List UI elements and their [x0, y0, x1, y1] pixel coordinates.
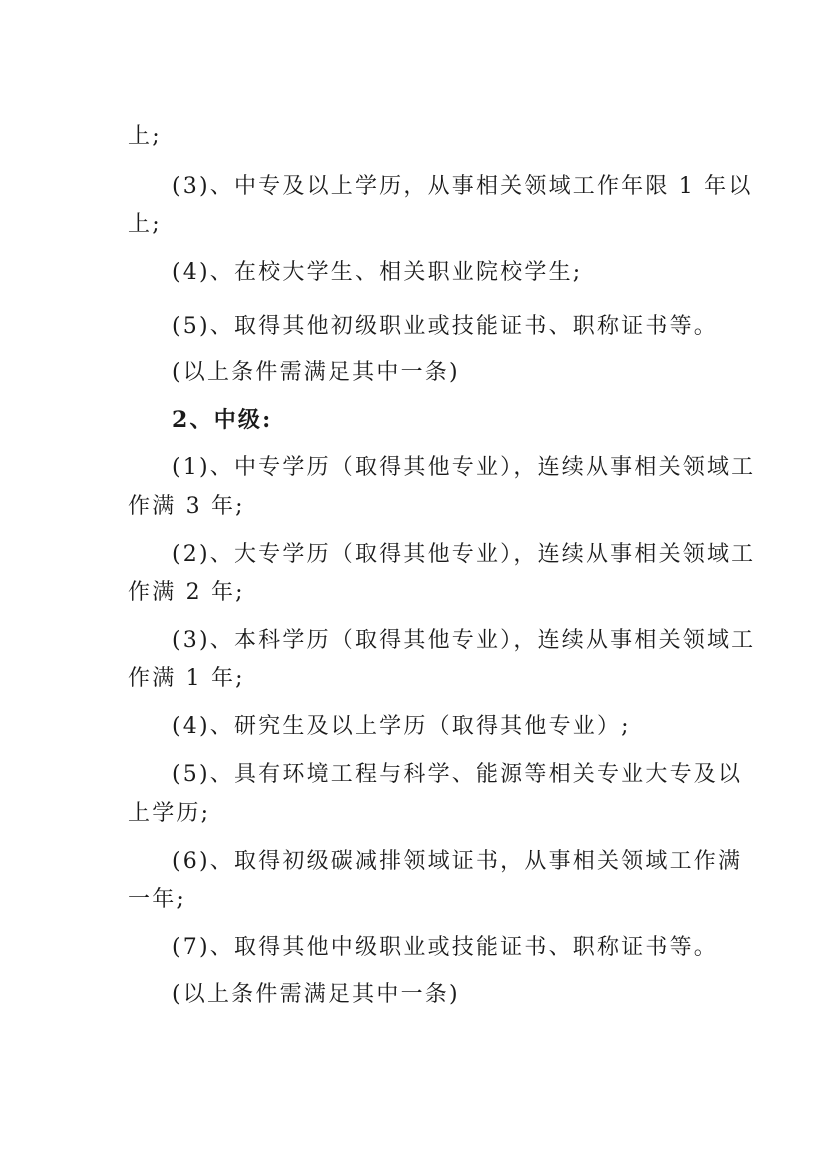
junior-item-3-line-1: (3)、中专及以上学历，从事相关领域工作年限 1 年以 — [172, 174, 753, 199]
intermediate-item-1-line-1: (1)、中专学历（取得其他专业），连续从事相关领域工 — [172, 455, 756, 480]
intermediate-item-2-line-1: (2)、大专学历（取得其他专业），连续从事相关领域工 — [172, 542, 756, 567]
intermediate-condition-note: (以上条件需满足其中一条) — [172, 982, 460, 1007]
section-heading-intermediate: 2、中级: — [172, 407, 273, 433]
intermediate-item-4: (4)、研究生及以上学历（取得其他专业）; — [172, 714, 631, 739]
intermediate-item-6-line-2: 一年; — [128, 887, 187, 912]
intermediate-item-1-line-2: 作满 3 年; — [128, 494, 245, 519]
intermediate-item-3-line-2: 作满 1 年; — [128, 666, 245, 691]
junior-item-5: (5)、取得其他初级职业或技能证书、职称证书等。 — [172, 314, 718, 339]
junior-item-4: (4)、在校大学生、相关职业院校学生; — [172, 260, 583, 285]
paragraph-line: 上; — [128, 124, 162, 149]
intermediate-item-2-line-2: 作满 2 年; — [128, 580, 245, 605]
junior-item-3-line-2: 上; — [128, 212, 162, 237]
intermediate-item-5-line-2: 上学历; — [128, 801, 211, 826]
intermediate-item-5-line-1: (5)、具有环境工程与科学、能源等相关专业大专及以 — [172, 762, 743, 787]
intermediate-item-6-line-1: (6)、取得初级碳减排领域证书，从事相关领域工作满 — [172, 849, 743, 874]
junior-condition-note: (以上条件需满足其中一条) — [172, 360, 460, 385]
intermediate-item-3-line-1: (3)、本科学历（取得其他专业），连续从事相关领域工 — [172, 628, 756, 653]
intermediate-item-7: (7)、取得其他中级职业或技能证书、职称证书等。 — [172, 935, 718, 960]
